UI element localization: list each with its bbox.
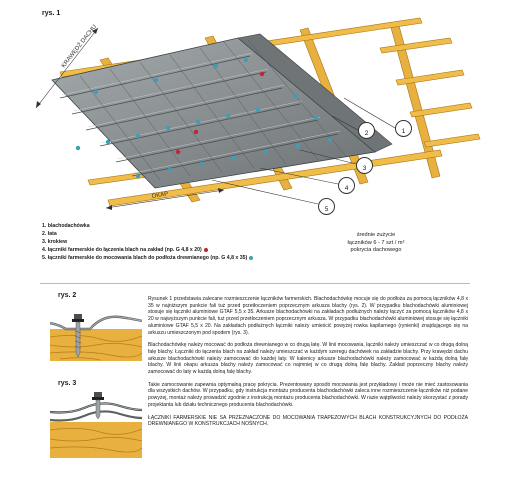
figure2-diagram (50, 303, 142, 361)
paragraph: Takie zamocowanie zapewnia optymalną pracę pokrycia. Prezentowany sposób mocowania jest przykładowy i może nie mieć zastosowania dla wszystkich dachów. W przypadku, gdy instrukcja montażu producenta blachodachówki zaleca inne rozmieszczenie łączników niż podane powyżej, montaż należy prowadzić zgodnie z instrukcją montażu producenta blachodachówki. W razie wątpliwości należy skorzystać z porady projektanta lub działu technicznego producenta blachodachówki. (148, 381, 468, 408)
summary-line-2: łączników 6 - 7 szt / m² (347, 239, 405, 246)
edge-label: KRAWĘDŹ DACHU (60, 23, 99, 70)
usage-summary (330, 232, 422, 255)
legend-item: 1. blachodachówka (42, 223, 90, 229)
callout-5: 5 (318, 198, 335, 215)
figure3-diagram (50, 390, 142, 458)
callout-3: 3 (356, 157, 373, 174)
figure1-label: rys. 1 (42, 10, 61, 17)
legend-item: 5. łączniki farmerskie do mocowania blach do podłoża drewnianego (np. G 4,8 x 35) (42, 254, 253, 262)
article-text (148, 296, 468, 434)
legend-item: 3. krokiew (42, 239, 68, 245)
summary-line-1: średnie zużycie (356, 232, 396, 238)
callout-2: 2 (358, 122, 375, 139)
legend (42, 222, 253, 262)
legend-item: 2. łata (42, 231, 57, 237)
warning-paragraph: ŁĄCZNIKI FARMERSKIE NIE SA PRZEZNACZONE DO MOCOWANIA TRAPEZOWYCH BLACH KONSTRUKCYJNYCH DO PODŁOŻA DREWNIANEGO W KONSTRUKCJACH NOŚNYCH. (148, 414, 468, 428)
paragraph: Blachodachówkę należy mocować do podłoża drewnianego w co drugą łatę. W linii mocowania, łączniki należy umieszczać w co drugą dolną falę blachy. Łączniki do łączenia blach na zakład należy umieszczać w każdym szeregu dachówek na zakładzie blachy. Przy krawędzi dachu arkusze blachodachówki należy zamocować do każdej łaty. W kalenicy arkusze blachodachówki należy zamocować w każdą dolną falę blachy. W linii okapu arkusza blachy należy zamocować co najmniej w co drugą dolną falę blachy. Zakład poprzeczny blachy należy zamocować do łaty w każdą dolną falę blachy. (148, 342, 468, 376)
legend-item: 4. łączniki farmerskie do łączenia blach na zakład (np. G 4,8 x 20) (42, 246, 253, 254)
blue-fastener-icon (249, 256, 253, 260)
figure3-label: rys. 3 (58, 380, 77, 387)
divider (40, 283, 470, 284)
summary-line-3: pokrycia dachowego (350, 247, 402, 253)
red-fastener-icon (204, 248, 208, 252)
callout-4: 4 (338, 177, 355, 194)
roof-diagram (0, 0, 512, 222)
eaves-label: OKAP (151, 191, 169, 200)
paragraph: Rysunek 1 przedstawia zalecane rozmieszczenie łączników farmerskich. Blachodachówkę mocuje się do podłoża za pomocą łączników 4,8 x 35 w najniższym punkcie fali tuż przed przetłoczeniem poprzecznym arkusza blachy (rys. 2). W przypadku blachodachówki aluminiowej stosuje się łączniki aluminiowe GTAF 5,5 x 35. Arkusze blachodachówki na zakładach podłużnych należy łączyć za pomocą łączników 4,8 x 20 w najwyższym punkcie fali, tuż przed przetłoczeniem poprzecznym arkusza. W przypadku blachodachówki aluminiowej stosuje się łączniki aluminiowe GTAF 5,5 x 20. Na zakładach podłużnych łączniki należy umieścić powyżej rowka kapilarnego (rynienki) znajdującego się na arkuszu umieszczonym pod spodem (rys. 3). (148, 296, 468, 336)
figure2-label: rys. 2 (58, 292, 77, 299)
callout-1: 1 (395, 120, 412, 137)
